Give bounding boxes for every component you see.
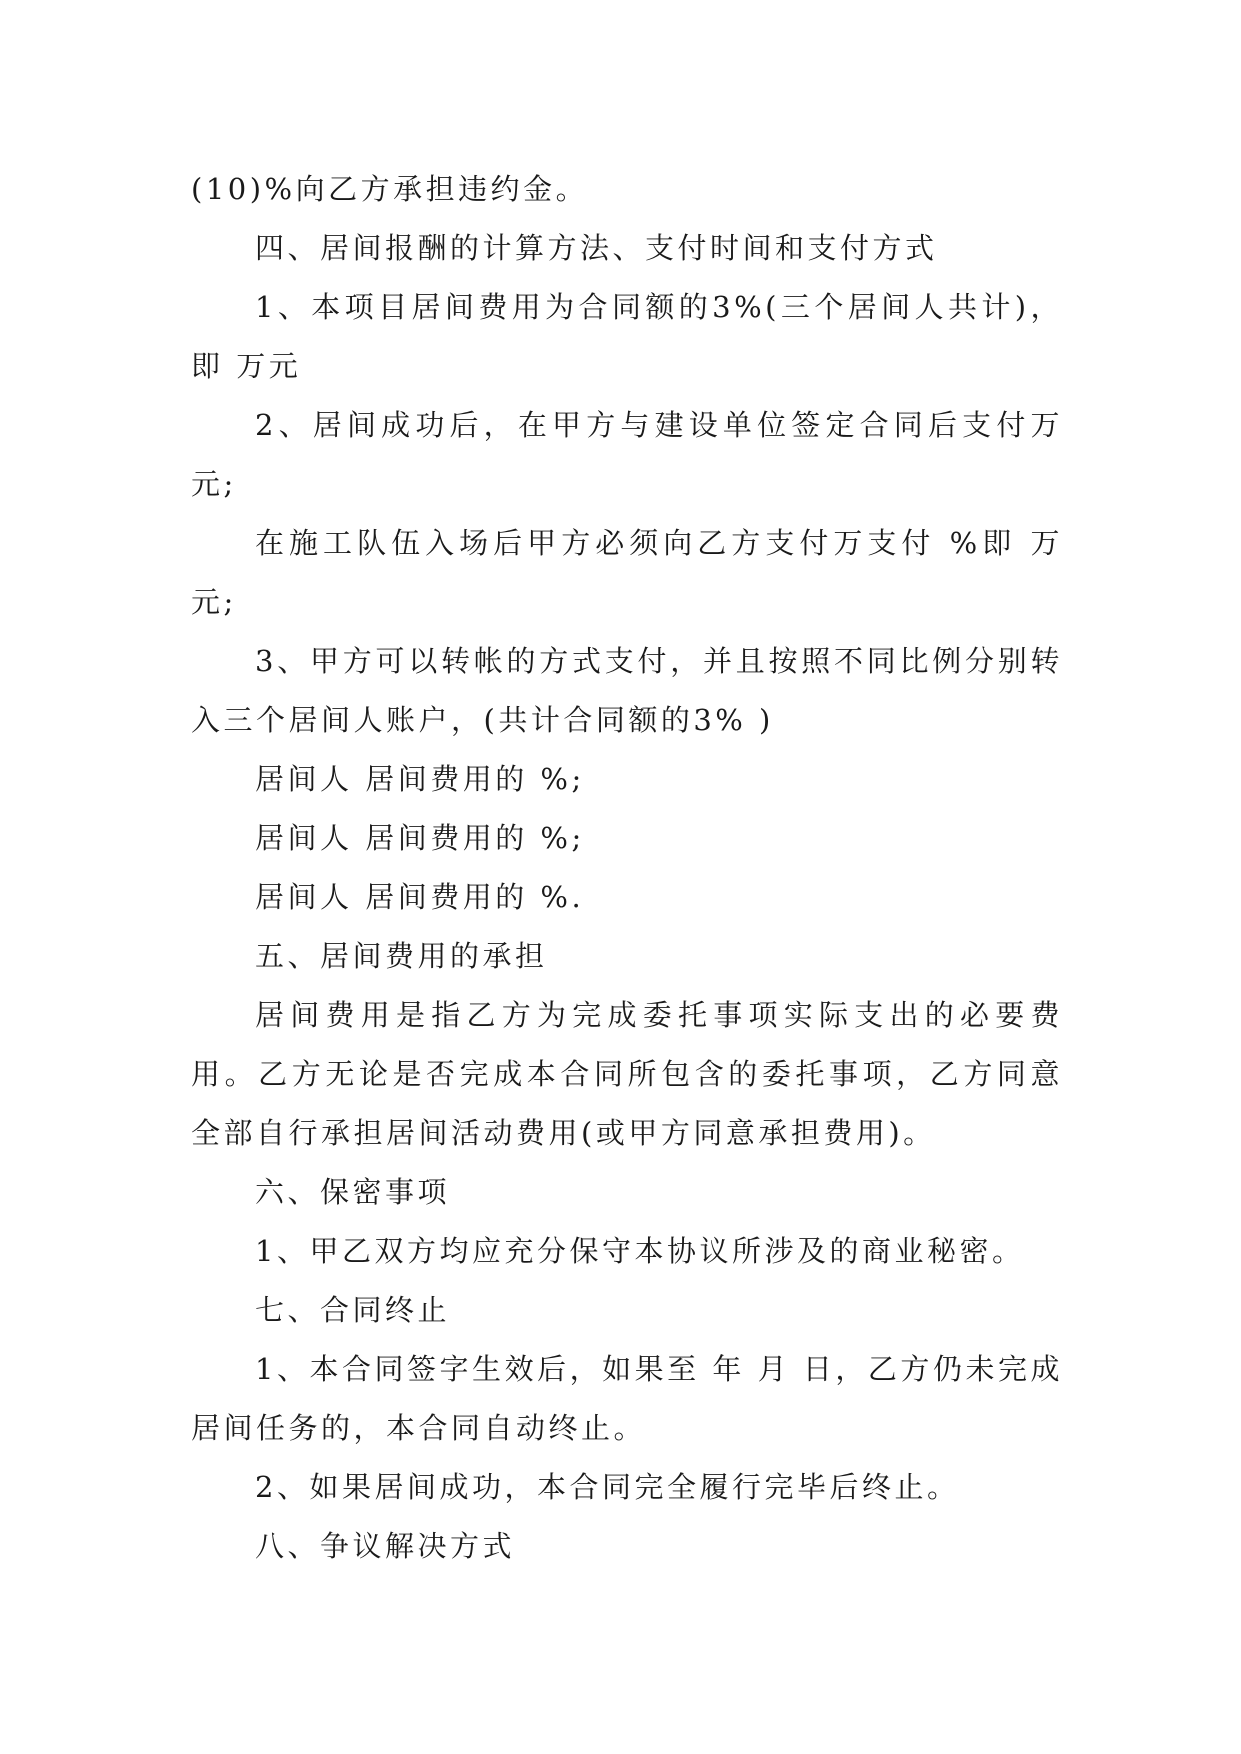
paragraph-termination-1: 1、本合同签字生效后，如果至 年 月 日，乙方仍未完成居间任务的，本合同自动终止。 xyxy=(191,1352,1063,1445)
paragraph-payment-method: 3、甲方可以转帐的方式支付，并且按照不同比例分别转入三个居间人账户，(共计合同额的3% ) xyxy=(191,644,1063,737)
section-heading-confidentiality: 六、保密事项 xyxy=(255,1175,451,1209)
paragraph-intermediary-share-3: 居间人 居间费用的 %. xyxy=(255,880,585,914)
paragraph-fee-total: 1、本项目居间费用为合同额的3%(三个居间人共计)，即 万元 xyxy=(191,290,1063,383)
paragraph-second-payment: 在施工队伍入场后甲方必须向乙方支付万支付 %即 万元; xyxy=(191,526,1063,619)
paragraph-penalty-continuation: (10)%向乙方承担违约金。 xyxy=(191,172,589,206)
paragraph-confidentiality: 1、甲乙双方均应充分保守本协议所涉及的商业秘密。 xyxy=(255,1234,1025,1268)
paragraph-first-payment: 2、居间成功后，在甲方与建设单位签定合同后支付万元; xyxy=(191,408,1063,501)
paragraph-intermediary-share-2: 居间人 居间费用的 %; xyxy=(255,821,585,855)
section-heading-fee-calculation: 四、居间报酬的计算方法、支付时间和支付方式 xyxy=(255,231,938,265)
document-body xyxy=(191,160,1063,1576)
paragraph-termination-2: 2、如果居间成功，本合同完全履行完毕后终止。 xyxy=(255,1470,960,1504)
section-heading-dispute-resolution: 八、争议解决方式 xyxy=(255,1529,516,1563)
paragraph-intermediary-share-1: 居间人 居间费用的 %; xyxy=(255,762,585,796)
paragraph-fee-bearing: 居间费用是指乙方为完成委托事项实际支出的必要费用。乙方无论是否完成本合同所包含的委托事项，乙方同意全部自行承担居间活动费用(或甲方同意承担费用)。 xyxy=(191,998,1063,1150)
section-heading-fee-bearing: 五、居间费用的承担 xyxy=(255,939,548,973)
section-heading-termination: 七、合同终止 xyxy=(255,1293,451,1327)
